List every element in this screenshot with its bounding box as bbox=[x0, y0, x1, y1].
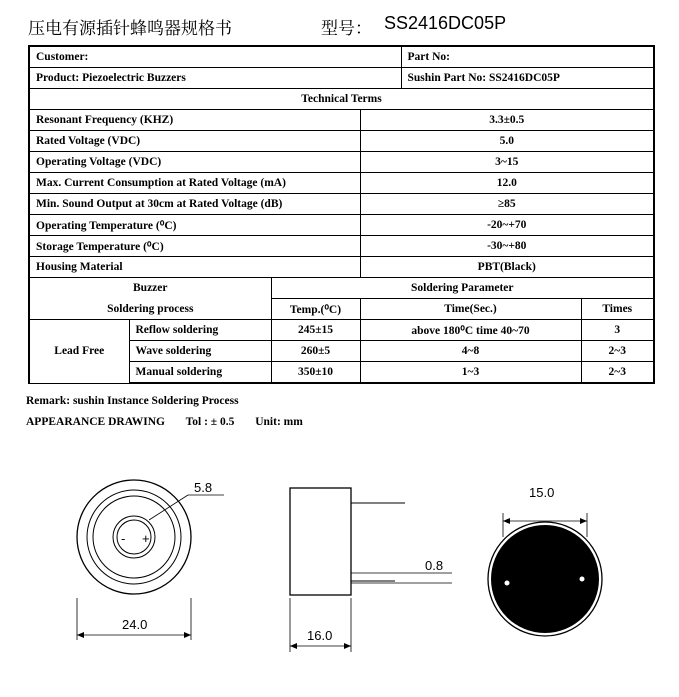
product-row bbox=[29, 68, 654, 89]
spec-value: PBT(Black) bbox=[360, 257, 654, 278]
soldering-parameter-label: Soldering Parameter bbox=[271, 278, 654, 299]
spec-name: Operating Voltage (VDC) bbox=[29, 152, 360, 173]
soldering-temp: 245±15 bbox=[271, 320, 360, 341]
soldering-header-row bbox=[29, 278, 654, 299]
soldering-process-label: Soldering process bbox=[29, 299, 271, 320]
product-label: Product: Piezoelectric Buzzers bbox=[29, 68, 401, 89]
side-body bbox=[290, 488, 351, 595]
pin-dimension-label: 0.8 bbox=[425, 558, 444, 573]
appearance-drawing bbox=[0, 440, 679, 697]
spec-table bbox=[28, 45, 655, 384]
model-number: SS2416DC05P bbox=[384, 13, 507, 33]
spec-value: 5.0 bbox=[360, 131, 654, 152]
customer-label: Customer: bbox=[29, 46, 401, 68]
soldering-time: 1~3 bbox=[360, 362, 581, 384]
spec-name: Rated Voltage (VDC) bbox=[29, 131, 360, 152]
soldering-times: 3 bbox=[581, 320, 654, 341]
soldering-times: 2~3 bbox=[581, 362, 654, 384]
spec-row bbox=[29, 194, 654, 215]
appearance-title: APPEARANCE DRAWING bbox=[26, 416, 165, 428]
bottom-pin-left bbox=[505, 581, 510, 586]
times-column-header: Times bbox=[581, 299, 654, 320]
spec-name: Max. Current Consumption at Rated Voltage (mA) bbox=[29, 173, 360, 194]
spec-name: Housing Material bbox=[29, 257, 360, 278]
height-dimension-label: 16.0 bbox=[307, 628, 333, 643]
soldering-columns-row bbox=[29, 299, 654, 320]
appearance-heading bbox=[26, 416, 321, 428]
spec-value: ≥85 bbox=[360, 194, 654, 215]
temp-column-header: Temp.(⁰C) bbox=[271, 299, 360, 320]
technical-terms-row bbox=[29, 89, 654, 110]
spec-row bbox=[29, 215, 654, 236]
soldering-temp: 260±5 bbox=[271, 341, 360, 362]
bottom-view-drawing bbox=[488, 513, 602, 636]
model-label: 型号： bbox=[321, 19, 372, 39]
lead-free-label: Lead Free bbox=[29, 320, 129, 384]
soldering-time: 4~8 bbox=[360, 341, 581, 362]
soldering-row bbox=[29, 320, 654, 341]
pin-minus-marker: - bbox=[121, 531, 126, 546]
remark-text: Remark: sushin Instance Soldering Process bbox=[26, 395, 239, 407]
spec-value: 3.3±0.5 bbox=[360, 110, 654, 131]
hole-dimension-label: 5.8 bbox=[194, 480, 213, 495]
soldering-process: Reflow soldering bbox=[129, 320, 271, 341]
top-outer-circle bbox=[77, 480, 191, 594]
soldering-process: Wave soldering bbox=[129, 341, 271, 362]
spec-value: -20~+70 bbox=[360, 215, 654, 236]
diameter-dimension-label: 24.0 bbox=[122, 617, 148, 632]
part-no-label: Part No: bbox=[401, 46, 654, 68]
spec-name: Storage Temperature (⁰C) bbox=[29, 236, 360, 257]
top-ring-inner-circle bbox=[93, 496, 175, 578]
buzzer-label: Buzzer bbox=[29, 278, 271, 299]
spec-name: Operating Temperature (⁰C) bbox=[29, 215, 360, 236]
unit-text: Unit: mm bbox=[255, 416, 303, 428]
spec-value: 3~15 bbox=[360, 152, 654, 173]
document-title: 压电有源插针蜂鸣器规格书 bbox=[28, 19, 232, 39]
spec-name: Resonant Frequency (KHZ) bbox=[29, 110, 360, 131]
tolerance-text: Tol : ± 0.5 bbox=[185, 416, 235, 428]
spec-row bbox=[29, 236, 654, 257]
spec-row bbox=[29, 173, 654, 194]
bottom-pin-right bbox=[580, 577, 585, 582]
spec-value: 12.0 bbox=[360, 173, 654, 194]
soldering-process: Manual soldering bbox=[129, 362, 271, 384]
soldering-times: 2~3 bbox=[581, 341, 654, 362]
customer-row bbox=[29, 46, 654, 68]
time-column-header: Time(Sec.) bbox=[360, 299, 581, 320]
technical-terms-heading: Technical Terms bbox=[29, 89, 654, 110]
document-header bbox=[28, 8, 668, 38]
top-ring-circle bbox=[87, 490, 181, 584]
spec-row bbox=[29, 131, 654, 152]
spec-row bbox=[29, 152, 654, 173]
top-view-drawing bbox=[77, 480, 224, 640]
bottom-dimension-label: 15.0 bbox=[529, 485, 555, 500]
spec-name: Min. Sound Output at 30cm at Rated Voltage (dB) bbox=[29, 194, 360, 215]
spec-row bbox=[29, 257, 654, 278]
spec-value: -30~+80 bbox=[360, 236, 654, 257]
sushin-part-label: Sushin Part No: SS2416DC05P bbox=[401, 68, 654, 89]
pin-plus-marker: + bbox=[142, 531, 150, 546]
soldering-time: above 180⁰C time 40~70 bbox=[360, 320, 581, 341]
spec-row bbox=[29, 110, 654, 131]
soldering-temp: 350±10 bbox=[271, 362, 360, 384]
